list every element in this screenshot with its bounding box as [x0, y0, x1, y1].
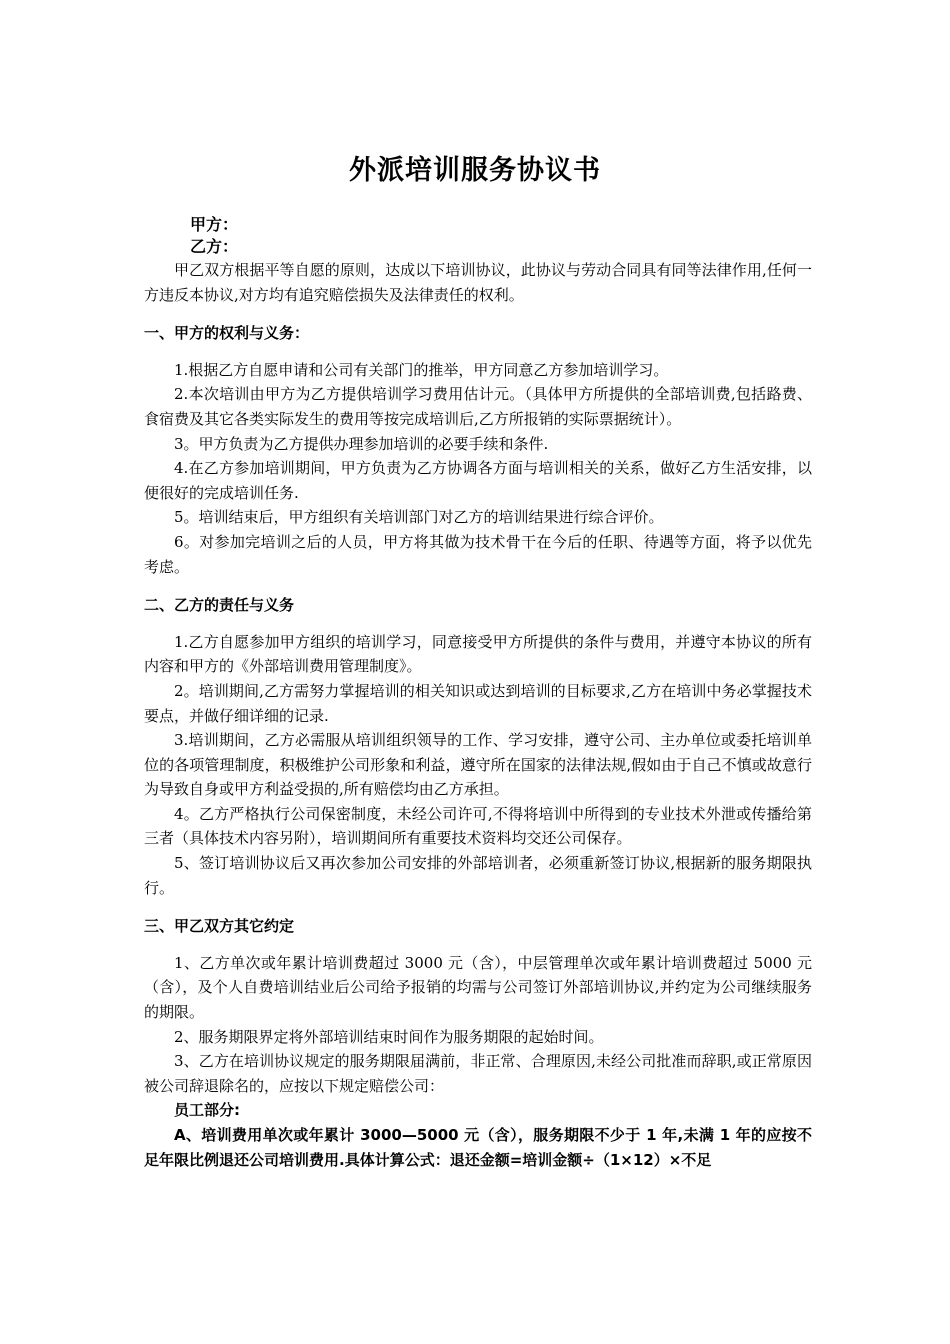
section-1-item: 3。甲方负责为乙方提供办理参加培训的必要手续和条件.	[174, 434, 549, 453]
section-3-heading: 三、甲乙双方其它约定	[144, 917, 295, 936]
section-1-item: 4.在乙方参加培训期间，甲方负责为乙方协调各方面与培训相关的关系，做好乙方生活安排，以便很好的完成培训任务.	[144, 459, 812, 502]
party-a-label: 甲方：	[190, 215, 239, 234]
section-1-item: 6。对参加完培训之后的人员，甲方将其做为技术骨干在今后的任职、待遇等方面，将予以优先考虑。	[144, 532, 812, 576]
section-1-item: 5。培训结束后，甲方组织有关培训部门对乙方的培训结果进行综合评价。	[174, 508, 664, 527]
section-2-item: 4。乙方严格执行公司保密制度，未经公司许可,不得将培训中所得到的专业技术外泄或传播给第三者（具体技术内容另附），培训期间所有重要技术资料均交还公司保存。	[144, 804, 812, 848]
section-2-item: 5、签订培训协议后又再次参加公司安排的外部培训者，必须重新签订协议,根据新的服务期限执行。	[144, 854, 812, 897]
section-3-item: 2、服务期限界定将外部培训结束时间作为服务期限的起始时间。	[174, 1027, 604, 1046]
intro-paragraph: 甲乙双方根据平等自愿的原则，达成以下培训协议，此协议与劳动合同具有同等法律作用,任何一方违反本协议,对方均有追究赔偿损失及法律责任的权利。	[144, 261, 812, 304]
section-2-heading: 二、乙方的责任与义务	[144, 596, 295, 615]
section-2-item: 1.乙方自愿参加甲方组织的培训学习，同意接受甲方所提供的条件与费用，并遵守本协议的所有内容和甲方的《外部培训费用管理制度》。	[144, 632, 812, 676]
section-3-bold-item: A、培训费用单次或年累计 3000—5000 元（含），服务期限不少于 1 年,未满 1 年的应按不足年限比例退还公司培训费用.具体计算公式：退还金额=培训金额÷（1×12）×不足	[144, 1126, 812, 1169]
party-b-label: 乙方：	[190, 237, 239, 256]
employee-subheading: 员工部分:	[174, 1101, 240, 1120]
section-1-item: 1.根据乙方自愿申请和公司有关部门的推举，甲方同意乙方参加培训学习。	[174, 360, 669, 379]
document-body	[144, 214, 812, 1172]
section-3-item: 1、乙方单次或年累计培训费超过 3000 元（含），中层管理单次或年累计培训费超过 5000 元（含），及个人自费培训结业后公司给予报销的均需与公司签订外部培训协议,并约定为公司继续服务的期限。	[144, 953, 812, 1022]
section-3-item: 3、乙方在培训协议规定的服务期限届满前，非正常、合理原因,未经公司批准而辞职,或正常原因被公司辞退除名的，应按以下规定赔偿公司：	[144, 1052, 812, 1095]
section-2-item: 3.培训期间，乙方必需服从培训组织领导的工作、学习安排，遵守公司、主办单位或委托培训单位的各项管理制度，积极维护公司形象和利益，遵守所在国家的法律法规,假如由于自己不慎或故意行为导致自身或甲方利益受损的,所有赔偿均由乙方承担。	[144, 731, 812, 799]
section-2-item: 2。培训期间,乙方需努力掌握培训的相关知识或达到培训的目标要求,乙方在培训中务必掌握技术要点，并做仔细详细的记录.	[144, 681, 812, 725]
section-1-item: 2.本次培训由甲方为乙方提供培训学习费用估计元。（具体甲方所提供的全部培训费,包括路费、食宿费及其它各类实际发生的费用等按完成培训后,乙方所报销的实际票据统计）。	[144, 385, 812, 428]
document-title: 外派培训服务协议书	[349, 155, 601, 186]
section-1-heading: 一、甲方的权利与义务：	[144, 324, 310, 343]
